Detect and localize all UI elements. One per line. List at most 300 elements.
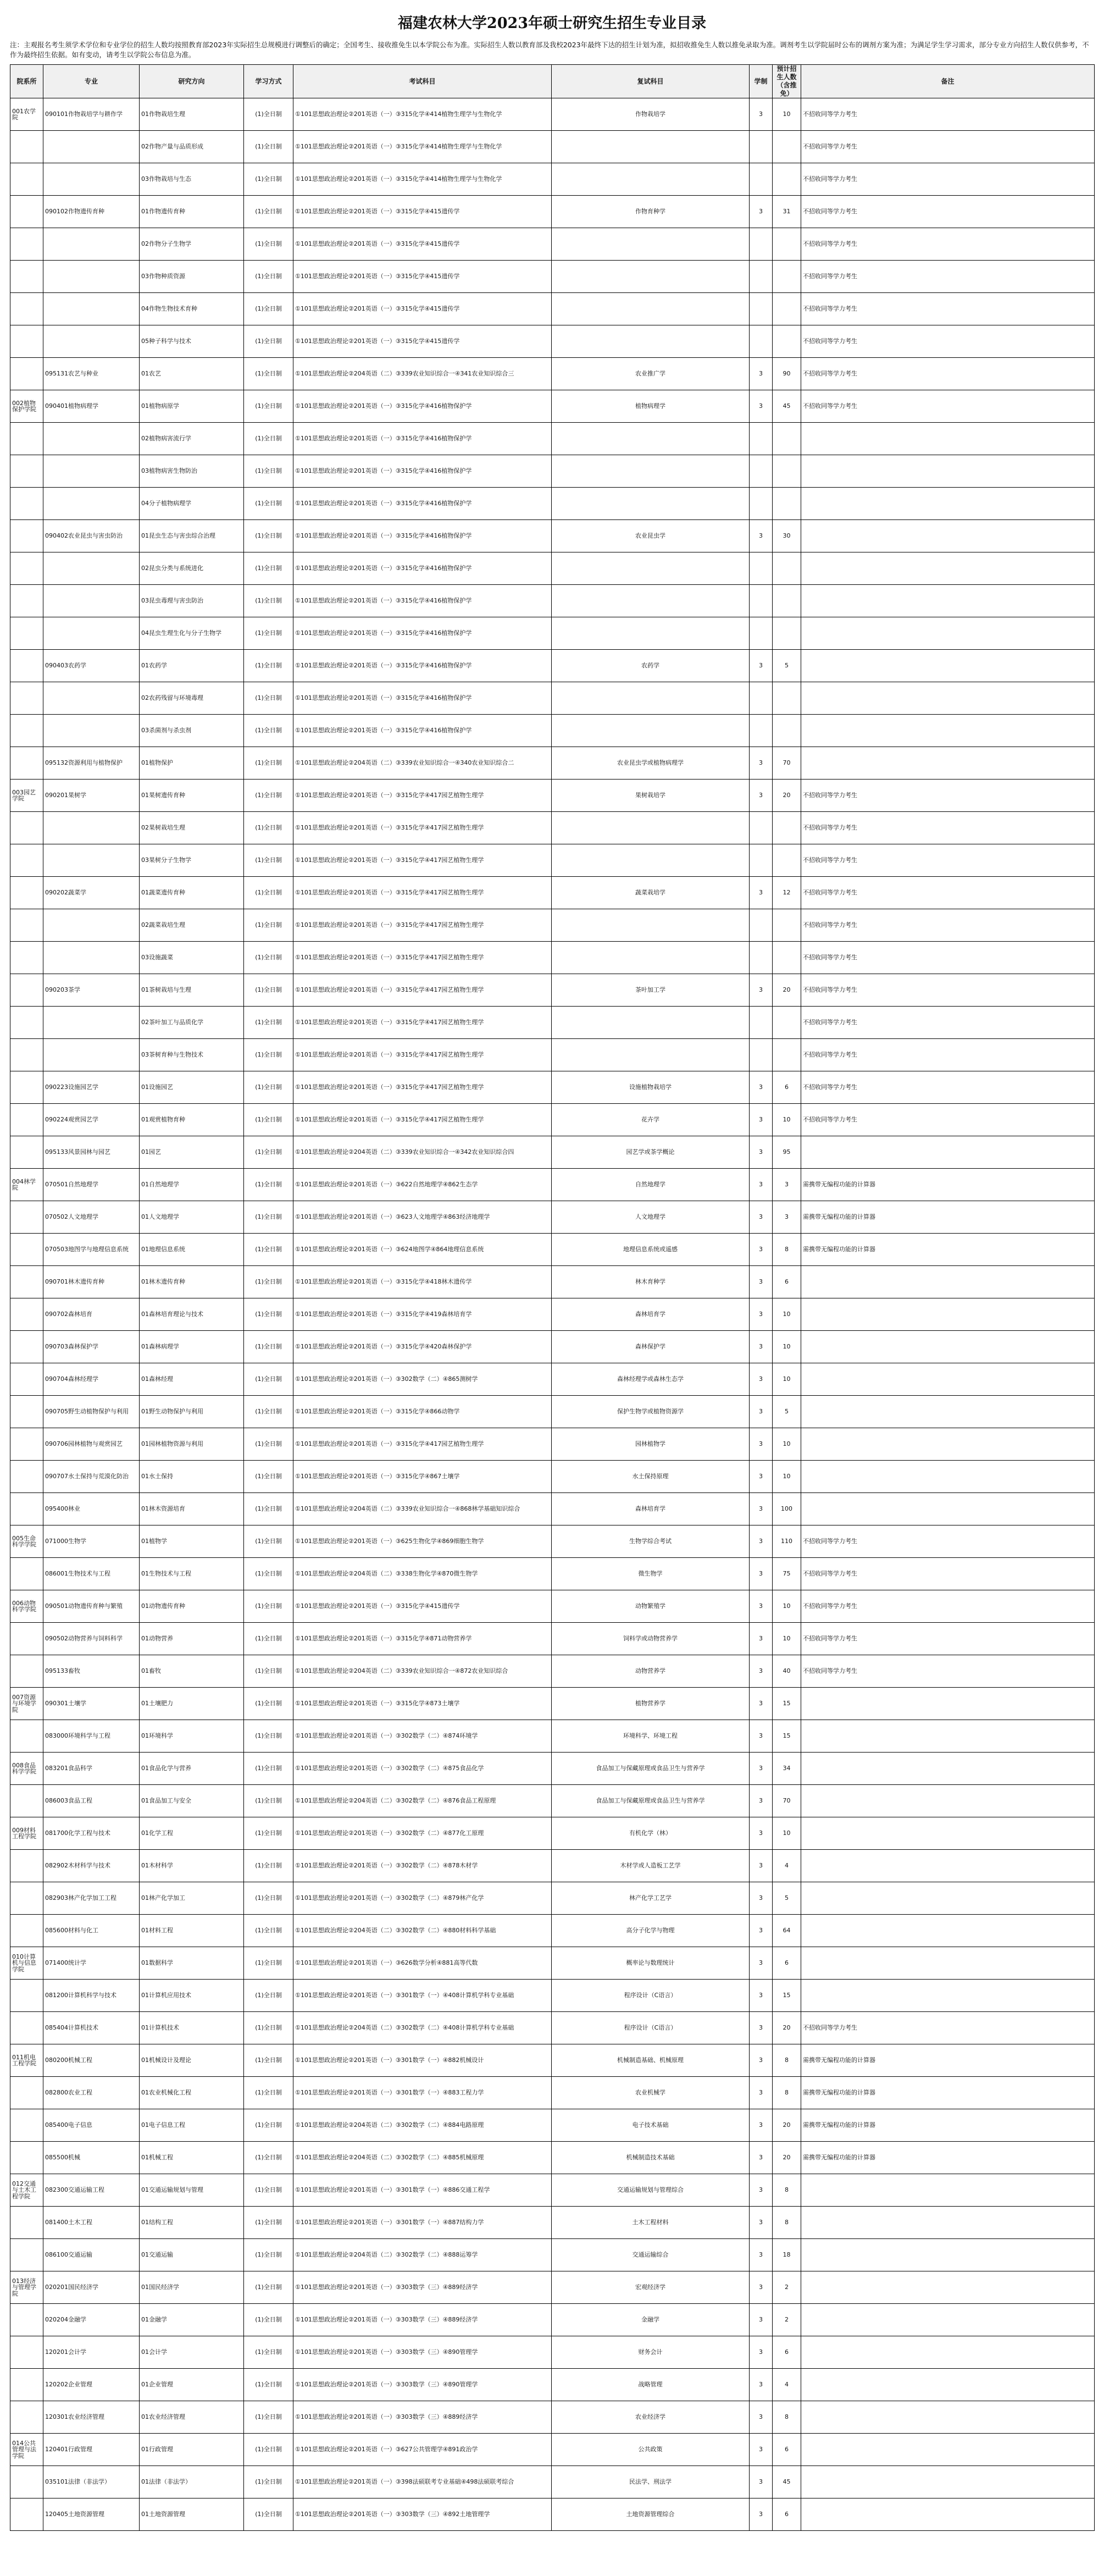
major-cell: 080200机械工程 <box>43 2044 140 2077</box>
college-cell <box>10 131 43 163</box>
duration-cell: 3 <box>750 2012 773 2044</box>
table-row <box>10 1234 1095 1266</box>
table-row <box>10 1590 1095 1623</box>
major-cell: 085404计算机技术 <box>43 2012 140 2044</box>
college-cell <box>10 1396 43 1428</box>
college-cell: 013经济与管理学院 <box>10 2271 43 2304</box>
enrollment-cell <box>773 423 801 455</box>
table-row <box>10 2304 1095 2336</box>
exam-subjects-cell: ①101思想政治理论②204英语（二）③339农业知识综合一④872农业知识综合 <box>293 1655 552 1688</box>
college-cell: 009材料工程学院 <box>10 1817 43 1850</box>
enrollment-cell <box>773 261 801 293</box>
duration-cell: 3 <box>750 1817 773 1850</box>
remarks-cell: 不招收同等学力考生 <box>801 2012 1095 2044</box>
remarks-cell <box>801 2336 1095 2369</box>
college-cell <box>10 1882 43 1915</box>
duration-cell: 3 <box>750 2434 773 2466</box>
college-cell <box>10 585 43 617</box>
enrollment-cell: 8 <box>773 1234 801 1266</box>
direction-cell: 01计算机应用技术 <box>140 1980 244 2012</box>
enrollment-cell: 70 <box>773 1785 801 1817</box>
duration-cell: 3 <box>750 2174 773 2207</box>
major-cell: 120401行政管理 <box>43 2434 140 2466</box>
retest-subjects-cell: 农业经济学 <box>552 2401 750 2434</box>
major-cell: 086100交通运输 <box>43 2239 140 2271</box>
major-cell <box>43 261 140 293</box>
major-cell: 085500机械 <box>43 2142 140 2174</box>
enrollment-cell <box>773 1007 801 1039</box>
direction-cell: 01木材科学 <box>140 1850 244 1882</box>
exam-subjects-cell: ①101思想政治理论②201英语（一）③303数学（三）④889经济学 <box>293 2304 552 2336</box>
direction-cell: 04昆虫生理生化与分子生物学 <box>140 617 244 650</box>
direction-cell: 05种子科学与技术 <box>140 325 244 358</box>
remarks-cell <box>801 1915 1095 1947</box>
study-mode-cell: (1)全日制 <box>244 715 293 747</box>
exam-subjects-cell: ①101思想政治理论②201英语（一）③315化学④417园艺植物生理学 <box>293 942 552 974</box>
direction-cell: 03设施蔬菜 <box>140 942 244 974</box>
enrollment-cell: 8 <box>773 2174 801 2207</box>
retest-subjects-cell: 生物学综合考试 <box>552 1525 750 1558</box>
enrollment-cell: 6 <box>773 2336 801 2369</box>
table-row <box>10 325 1095 358</box>
direction-cell: 01农艺 <box>140 358 244 390</box>
college-cell <box>10 423 43 455</box>
duration-cell: 3 <box>750 2239 773 2271</box>
retest-subjects-cell: 茶叶加工学 <box>552 974 750 1007</box>
exam-subjects-cell: ①101思想政治理论②201英语（一）③315化学④417园艺植物生理学 <box>293 909 552 942</box>
table-row <box>10 2466 1095 2498</box>
major-cell: 120405土地资源管理 <box>43 2498 140 2531</box>
table-row <box>10 1623 1095 1655</box>
remarks-cell <box>801 2239 1095 2271</box>
retest-subjects-cell: 保护生物学或植物资源学 <box>552 1396 750 1428</box>
duration-cell: 3 <box>750 98 773 131</box>
study-mode-cell: (1)全日制 <box>244 617 293 650</box>
college-cell: 010计算机与信息学院 <box>10 1947 43 1980</box>
exam-subjects-cell: ①101思想政治理论②201英语（一）③315化学④417园艺植物生理学 <box>293 1104 552 1136</box>
remarks-cell <box>801 423 1095 455</box>
direction-cell: 01林产化学加工 <box>140 1882 244 1915</box>
major-cell <box>43 812 140 844</box>
direction-cell: 03茶树育种与生物技术 <box>140 1039 244 1071</box>
duration-cell: 3 <box>750 1234 773 1266</box>
duration-cell: 3 <box>750 1753 773 1785</box>
retest-subjects-cell: 果树栽培学 <box>552 780 750 812</box>
header-research-direction: 研究方向 <box>140 65 244 98</box>
table-row <box>10 1915 1095 1947</box>
enrollment-cell: 20 <box>773 2012 801 2044</box>
major-cell: 070502人文地理学 <box>43 1201 140 1234</box>
study-mode-cell: (1)全日制 <box>244 1882 293 1915</box>
direction-cell: 01计算机技术 <box>140 2012 244 2044</box>
enrollment-cell <box>773 942 801 974</box>
retest-subjects-cell: 森林培育学 <box>552 1298 750 1331</box>
remarks-cell <box>801 1688 1095 1720</box>
major-cell <box>43 617 140 650</box>
exam-subjects-cell: ①101思想政治理论②201英语（一）③315化学④415遗传学 <box>293 325 552 358</box>
direction-cell: 01行政管理 <box>140 2434 244 2466</box>
major-cell: 090102作物遗传育种 <box>43 196 140 228</box>
enrollment-cell: 10 <box>773 1817 801 1850</box>
enrollment-cell <box>773 293 801 325</box>
study-mode-cell: (1)全日制 <box>244 2336 293 2369</box>
enrollment-cell: 30 <box>773 520 801 552</box>
remarks-cell: 不招收同等学力考生 <box>801 1039 1095 1071</box>
study-mode-cell: (1)全日制 <box>244 1590 293 1623</box>
table-row <box>10 1558 1095 1590</box>
direction-cell: 03作物栽培与生态 <box>140 163 244 196</box>
exam-subjects-cell: ①101思想政治理论②201英语（一）③315化学④417园艺植物生理学 <box>293 812 552 844</box>
duration-cell: 3 <box>750 780 773 812</box>
study-mode-cell: (1)全日制 <box>244 844 293 877</box>
study-mode-cell: (1)全日制 <box>244 423 293 455</box>
college-cell: 002植物保护学院 <box>10 390 43 423</box>
duration-cell <box>750 552 773 585</box>
enrollment-cell: 8 <box>773 2044 801 2077</box>
duration-cell: 3 <box>750 1688 773 1720</box>
enrollment-cell: 6 <box>773 1947 801 1980</box>
enrollment-cell: 45 <box>773 2466 801 2498</box>
retest-subjects-cell: 食品加工与保藏原理或食品卫生与营养学 <box>552 1753 750 1785</box>
remarks-cell <box>801 682 1095 715</box>
remarks-cell: 不招收同等学力考生 <box>801 98 1095 131</box>
direction-cell: 01林木遗传育种 <box>140 1266 244 1298</box>
enrollment-cell: 110 <box>773 1525 801 1558</box>
duration-cell <box>750 131 773 163</box>
direction-cell: 01森林培育理论与技术 <box>140 1298 244 1331</box>
college-cell <box>10 1980 43 2012</box>
college-cell <box>10 715 43 747</box>
enrollment-cell: 15 <box>773 1688 801 1720</box>
study-mode-cell: (1)全日制 <box>244 812 293 844</box>
study-mode-cell: (1)全日制 <box>244 2239 293 2271</box>
retest-subjects-cell <box>552 325 750 358</box>
college-cell: 006动物科学学院 <box>10 1590 43 1623</box>
exam-subjects-cell: ①101思想政治理论②204英语（二）③302数学（二）④888运筹学 <box>293 2239 552 2271</box>
duration-cell: 3 <box>750 1947 773 1980</box>
duration-cell: 3 <box>750 358 773 390</box>
remarks-cell <box>801 552 1095 585</box>
duration-cell <box>750 293 773 325</box>
retest-subjects-cell: 植物营养学 <box>552 1688 750 1720</box>
study-mode-cell: (1)全日制 <box>244 1980 293 2012</box>
major-cell: 090201果树学 <box>43 780 140 812</box>
direction-cell: 01土壤肥力 <box>140 1688 244 1720</box>
retest-subjects-cell <box>552 1007 750 1039</box>
study-mode-cell: (1)全日制 <box>244 1525 293 1558</box>
enrollment-cell: 31 <box>773 196 801 228</box>
remarks-cell: 不招收同等学力考生 <box>801 1104 1095 1136</box>
college-cell <box>10 1623 43 1655</box>
exam-subjects-cell: ①101思想政治理论②201英语（一）③315化学④873土壤学 <box>293 1688 552 1720</box>
major-cell: 082902木材科学与技术 <box>43 1850 140 1882</box>
study-mode-cell: (1)全日制 <box>244 261 293 293</box>
major-cell <box>43 682 140 715</box>
study-mode-cell: (1)全日制 <box>244 1266 293 1298</box>
retest-subjects-cell <box>552 715 750 747</box>
exam-subjects-cell: ①101思想政治理论②201英语（一）③315化学④416植物保护学 <box>293 585 552 617</box>
duration-cell: 3 <box>750 1623 773 1655</box>
direction-cell: 01自然地理学 <box>140 1169 244 1201</box>
exam-subjects-cell: ①101思想政治理论②201英语（一）③302数学（二）④878木材学 <box>293 1850 552 1882</box>
retest-subjects-cell: 森林培育学 <box>552 1493 750 1525</box>
college-cell <box>10 2498 43 2531</box>
table-header-row <box>10 65 1095 98</box>
direction-cell: 03果树分子生物学 <box>140 844 244 877</box>
major-cell: 070503地图学与地理信息系统 <box>43 1234 140 1266</box>
major-cell <box>43 909 140 942</box>
remarks-cell: 不招收同等学力考生 <box>801 1655 1095 1688</box>
major-cell <box>43 423 140 455</box>
retest-subjects-cell: 环境科学、环境工程 <box>552 1720 750 1753</box>
major-cell <box>43 585 140 617</box>
enrollment-cell <box>773 909 801 942</box>
college-cell <box>10 358 43 390</box>
remarks-cell <box>801 2434 1095 2466</box>
duration-cell: 3 <box>750 1169 773 1201</box>
remarks-cell <box>801 1720 1095 1753</box>
enrollment-cell <box>773 682 801 715</box>
table-row <box>10 747 1095 780</box>
remarks-cell <box>801 715 1095 747</box>
catalog-body <box>10 98 1095 2531</box>
table-row <box>10 196 1095 228</box>
study-mode-cell: (1)全日制 <box>244 650 293 682</box>
duration-cell: 3 <box>750 1980 773 2012</box>
college-cell <box>10 2401 43 2434</box>
remarks-cell <box>801 1396 1095 1428</box>
college-cell: 012交通与土木工程学院 <box>10 2174 43 2207</box>
retest-subjects-cell: 自然地理学 <box>552 1169 750 1201</box>
remarks-cell: 不招收同等学力考生 <box>801 1525 1095 1558</box>
exam-subjects-cell: ①101思想政治理论②204英语（二）③302数学（二）④880材料科学基础 <box>293 1915 552 1947</box>
retest-subjects-cell: 花卉学 <box>552 1104 750 1136</box>
enrollment-cell: 8 <box>773 2401 801 2434</box>
duration-cell <box>750 812 773 844</box>
retest-subjects-cell: 程序设计（C语言） <box>552 1980 750 2012</box>
exam-subjects-cell: ①101思想政治理论②201英语（一）③302数学（二）④865测树学 <box>293 1363 552 1396</box>
college-cell <box>10 163 43 196</box>
college-cell <box>10 2369 43 2401</box>
exam-subjects-cell: ①101思想政治理论②201英语（一）③315化学④867土壤学 <box>293 1461 552 1493</box>
college-cell <box>10 1850 43 1882</box>
table-row <box>10 1785 1095 1817</box>
major-cell: 081200计算机科学与技术 <box>43 1980 140 2012</box>
enrollment-cell: 20 <box>773 2142 801 2174</box>
retest-subjects-cell: 地理信息系统或遥感 <box>552 1234 750 1266</box>
remarks-cell <box>801 2401 1095 2434</box>
direction-cell: 01野生动物保护与利用 <box>140 1396 244 1428</box>
college-cell <box>10 2239 43 2271</box>
college-cell <box>10 1915 43 1947</box>
study-mode-cell: (1)全日制 <box>244 1331 293 1363</box>
retest-subjects-cell: 水土保持原理 <box>552 1461 750 1493</box>
direction-cell: 03植物病害生物防治 <box>140 455 244 488</box>
enrollment-cell: 4 <box>773 2369 801 2401</box>
enrollment-cell: 20 <box>773 780 801 812</box>
study-mode-cell: (1)全日制 <box>244 585 293 617</box>
table-row <box>10 585 1095 617</box>
college-cell <box>10 1039 43 1071</box>
duration-cell <box>750 715 773 747</box>
retest-subjects-cell: 农业推广学 <box>552 358 750 390</box>
duration-cell: 3 <box>750 1493 773 1525</box>
college-cell <box>10 1201 43 1234</box>
table-row <box>10 2044 1095 2077</box>
study-mode-cell: (1)全日制 <box>244 1915 293 1947</box>
remarks-cell <box>801 1753 1095 1785</box>
exam-subjects-cell: ①101思想政治理论②201英语（一）③303数学（三）④890管理学 <box>293 2336 552 2369</box>
study-mode-cell: (1)全日制 <box>244 358 293 390</box>
duration-cell: 3 <box>750 2369 773 2401</box>
table-row <box>10 2142 1095 2174</box>
direction-cell: 01电子信息工程 <box>140 2109 244 2142</box>
exam-subjects-cell: ①101思想政治理论②201英语（一）③315化学④416植物保护学 <box>293 650 552 682</box>
college-cell: 014公共管理与法学院 <box>10 2434 43 2466</box>
direction-cell: 01植物保护 <box>140 747 244 780</box>
study-mode-cell: (1)全日制 <box>244 390 293 423</box>
table-row <box>10 780 1095 812</box>
direction-cell: 01企业管理 <box>140 2369 244 2401</box>
retest-subjects-cell <box>552 682 750 715</box>
study-mode-cell: (1)全日制 <box>244 1071 293 1104</box>
college-cell: 007资源与环境学院 <box>10 1688 43 1720</box>
table-row <box>10 2434 1095 2466</box>
duration-cell: 3 <box>750 650 773 682</box>
exam-subjects-cell: ①101思想政治理论②204英语（二）③302数学（二）④884电路原理 <box>293 2109 552 2142</box>
enrollment-cell <box>773 812 801 844</box>
major-cell: 095133畜牧 <box>43 1655 140 1688</box>
study-mode-cell: (1)全日制 <box>244 455 293 488</box>
header-exam-subjects: 考试科目 <box>293 65 552 98</box>
study-mode-cell: (1)全日制 <box>244 228 293 261</box>
enrollment-cell: 10 <box>773 1298 801 1331</box>
table-row <box>10 423 1095 455</box>
major-cell: 090402农业昆虫与害虫防治 <box>43 520 140 552</box>
exam-subjects-cell: ①101思想政治理论②201英语（一）③622自然地理学④862生态学 <box>293 1169 552 1201</box>
duration-cell: 3 <box>750 1558 773 1590</box>
direction-cell: 03昆虫毒理与害虫防治 <box>140 585 244 617</box>
direction-cell: 01会计学 <box>140 2336 244 2369</box>
exam-subjects-cell: ①101思想政治理论②204英语（二）③339农业知识综合一④342农业知识综合四 <box>293 1136 552 1169</box>
college-cell <box>10 909 43 942</box>
table-row <box>10 358 1095 390</box>
major-cell: 083201食品科学 <box>43 1753 140 1785</box>
duration-cell: 3 <box>750 1363 773 1396</box>
study-mode-cell: (1)全日制 <box>244 780 293 812</box>
enrollment-cell: 3 <box>773 1201 801 1234</box>
college-cell <box>10 2109 43 2142</box>
duration-cell: 3 <box>750 1428 773 1461</box>
college-cell <box>10 812 43 844</box>
enrollment-cell: 64 <box>773 1915 801 1947</box>
duration-cell: 3 <box>750 2207 773 2239</box>
duration-cell: 3 <box>750 1850 773 1882</box>
retest-subjects-cell: 土木工程材料 <box>552 2207 750 2239</box>
duration-cell: 3 <box>750 2077 773 2109</box>
enrollment-cell: 75 <box>773 1558 801 1590</box>
enrollment-cell: 45 <box>773 390 801 423</box>
retest-subjects-cell: 农业昆虫学或植物病理学 <box>552 747 750 780</box>
remarks-cell: 不招收同等学力考生 <box>801 325 1095 358</box>
college-cell <box>10 1298 43 1331</box>
major-cell: 020201国民经济学 <box>43 2271 140 2304</box>
direction-cell: 01园艺 <box>140 1136 244 1169</box>
direction-cell: 01森林经理 <box>140 1363 244 1396</box>
duration-cell: 3 <box>750 1882 773 1915</box>
college-cell <box>10 1558 43 1590</box>
exam-subjects-cell: ①101思想政治理论②201英语（一）③624地图学④864地理信息系统 <box>293 1234 552 1266</box>
college-cell <box>10 682 43 715</box>
remarks-cell: 不招收同等学力考生 <box>801 1623 1095 1655</box>
study-mode-cell: (1)全日制 <box>244 1039 293 1071</box>
duration-cell: 3 <box>750 2498 773 2531</box>
retest-subjects-cell <box>552 163 750 196</box>
remarks-cell <box>801 2498 1095 2531</box>
direction-cell: 01动物营养 <box>140 1623 244 1655</box>
college-cell: 008食品科学学院 <box>10 1753 43 1785</box>
table-row <box>10 2207 1095 2239</box>
retest-subjects-cell <box>552 552 750 585</box>
exam-subjects-cell: ①101思想政治理论②204英语（二）③339农业知识综合一④341农业知识综合三 <box>293 358 552 390</box>
exam-subjects-cell: ①101思想政治理论②201英语（一）③303数学（三）④889经济学 <box>293 2401 552 2434</box>
exam-subjects-cell: ①101思想政治理论②201英语（一）③315化学④414植物生理学与生物化学 <box>293 131 552 163</box>
exam-subjects-cell: ①101思想政治理论②201英语（一）③315化学④414植物生理学与生物化学 <box>293 98 552 131</box>
major-cell: 086003食品工程 <box>43 1785 140 1817</box>
major-cell: 090301土壤学 <box>43 1688 140 1720</box>
table-row <box>10 1688 1095 1720</box>
major-cell: 085400电子信息 <box>43 2109 140 2142</box>
duration-cell: 3 <box>750 1136 773 1169</box>
remarks-cell <box>801 2174 1095 2207</box>
major-cell: 090705野生动植物保护与利用 <box>43 1396 140 1428</box>
major-cell <box>43 488 140 520</box>
college-cell <box>10 552 43 585</box>
enrollment-cell: 10 <box>773 98 801 131</box>
college-cell: 003园艺学院 <box>10 780 43 812</box>
direction-cell: 02农药残留与环境毒理 <box>140 682 244 715</box>
remarks-cell <box>801 1363 1095 1396</box>
remarks-cell <box>801 1882 1095 1915</box>
direction-cell: 01数据科学 <box>140 1947 244 1980</box>
enrollment-cell <box>773 1039 801 1071</box>
major-cell: 086001生物技术与工程 <box>43 1558 140 1590</box>
enrollment-cell: 15 <box>773 1980 801 2012</box>
direction-cell: 01食品化学与营养 <box>140 1753 244 1785</box>
table-row <box>10 650 1095 682</box>
remarks-cell: 不招收同等学力考生 <box>801 812 1095 844</box>
table-row <box>10 2336 1095 2369</box>
duration-cell <box>750 423 773 455</box>
remarks-cell: 需携带无编程功能的计算器 <box>801 1169 1095 1201</box>
retest-subjects-cell: 人文地理学 <box>552 1201 750 1234</box>
remarks-cell: 不招收同等学力考生 <box>801 780 1095 812</box>
exam-subjects-cell: ①101思想政治理论②201英语（一）③303数学（三）④889经济学 <box>293 2271 552 2304</box>
college-cell <box>10 196 43 228</box>
major-cell: 120202企业管理 <box>43 2369 140 2401</box>
college-cell <box>10 1331 43 1363</box>
direction-cell: 02作物产量与品质形成 <box>140 131 244 163</box>
direction-cell: 02昆虫分类与系统进化 <box>140 552 244 585</box>
major-cell: 120301农业经济管理 <box>43 2401 140 2434</box>
enrollment-cell: 15 <box>773 1720 801 1753</box>
enrollment-cell: 20 <box>773 2109 801 2142</box>
direction-cell: 01农药学 <box>140 650 244 682</box>
exam-subjects-cell: ①101思想政治理论②201英语（一）③301数学（一）④886交通工程学 <box>293 2174 552 2207</box>
direction-cell: 01法律（非法学） <box>140 2466 244 2498</box>
retest-subjects-cell: 植物病理学 <box>552 390 750 423</box>
study-mode-cell: (1)全日制 <box>244 98 293 131</box>
